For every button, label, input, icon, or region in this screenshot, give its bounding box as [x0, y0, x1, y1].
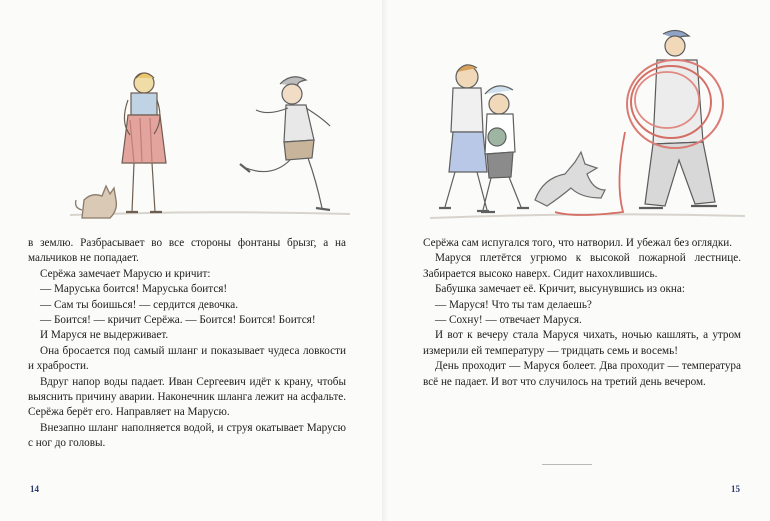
paragraph: Серёжа сам испугался того, что натворил. И убежал без оглядки.	[423, 237, 733, 249]
right-page	[385, 0, 770, 521]
right-page-text	[423, 236, 741, 390]
paragraph: Серёжа замечает Марусю и кричит:	[40, 267, 211, 280]
paragraph: Вдруг напор воды падает. Иван Сергеевич идёт к крану, чтобы выяснить причину аварии. Наконечник шланга лежит на асфальте. Серёжа берёт его. Направляет на Марусю.	[28, 375, 346, 419]
section-end-rule	[542, 464, 592, 465]
page-number: 14	[30, 484, 39, 494]
paragraph: в землю. Разбрасывает во все стороны фонтаны брызг, а на мальчиков не попадает.	[28, 237, 346, 265]
illustration-girl-and-running-boy	[60, 60, 360, 225]
paragraph: — Маруська боится! Маруська боится!	[40, 283, 228, 296]
paragraph: И вот к вечеру стала Маруся чихать, ночью кашлять, а утром измерили ей температуру — тридцать семь и восемь!	[423, 329, 741, 357]
paragraph: Бабушка замечает её. Кричит, высунувшись из окна:	[435, 283, 685, 296]
left-page-text	[28, 236, 346, 452]
illustration-boys-dog-and-man-with-hose	[425, 22, 755, 227]
paragraph: День проходит — Маруся болеет. Два проходит — температура всё не падает. И вот что случилось на третий день вечером.	[423, 360, 741, 388]
paragraph: — Маруся! Что ты там делаешь?	[435, 298, 592, 311]
paragraph: Маруся плетётся угрюмо к высокой пожарной лестнице. Забирается высоко наверх. Сидит нахохлившись.	[423, 252, 741, 280]
paragraph: Она бросается под самый шланг и показывает чудеса ловкости и храбрости.	[28, 344, 346, 373]
page-number: 15	[731, 484, 740, 494]
paragraph: — Сам ты боишься! — сердится девочка.	[40, 298, 239, 311]
paragraph: — Сохну! — отвечает Маруся.	[435, 314, 582, 327]
paragraph: — Боится! — кричит Серёжа. — Боится! Боится! Боится!	[40, 314, 316, 327]
paragraph: Внезапно шланг наполняется водой, и струя окатывает Марусю с ног до головы.	[28, 421, 346, 450]
paragraph: И Маруся не выдерживает.	[40, 329, 169, 342]
